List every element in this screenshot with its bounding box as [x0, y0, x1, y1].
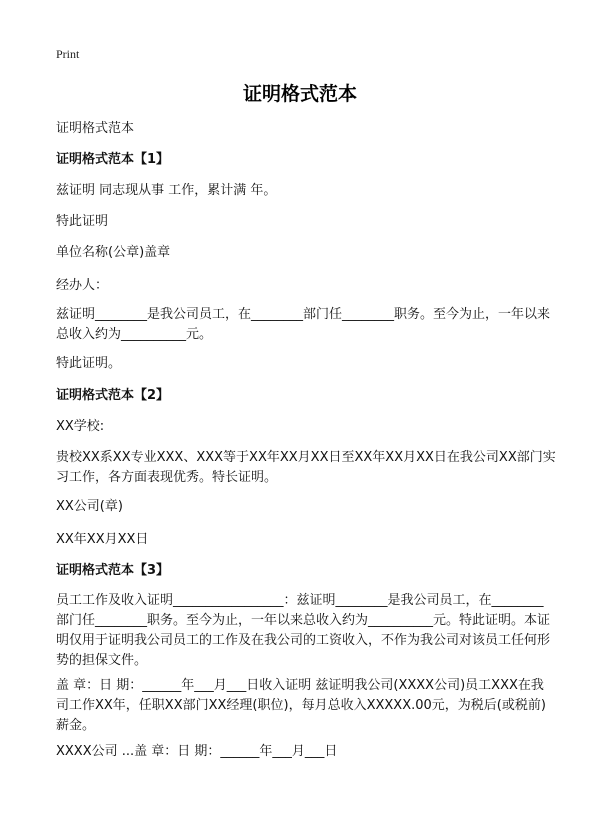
section-heading-3: 证明格式范本【3】 [56, 563, 170, 578]
section3-paragraph-2: 盖 章：日 期：______年___月___日收入证明 兹证明我公司(XXXX公司)员工XXX在我司工作XX年，任职XX部门XX经理(职位)，每月总收入XXXXX.00元，为税后(或税前)薪金。 [56, 678, 546, 733]
section-heading-1: 证明格式范本【1】 [56, 152, 170, 167]
section2-paragraph-2: 贵校XX系XX专业XXX、XXX等于XX年XX月XX日至XX年XX月XX日在我公司XX部门实习工作，各方面表现优秀。特长证明。 [56, 450, 556, 485]
section1-paragraph-4: 经办人： [56, 278, 109, 293]
section2-paragraph-1: XX学校: [56, 419, 105, 434]
section-heading-2: 证明格式范本【2】 [56, 388, 170, 403]
section1-paragraph-2: 特此证明 [56, 214, 109, 229]
document-title: 证明格式范本 [242, 83, 357, 105]
section1-paragraph-5: 兹证明________是我公司员工，在________部门任________职务。至今为止，一年以来总收入约为__________元。 [56, 307, 551, 342]
document-subtitle: 证明格式范本 [56, 121, 135, 136]
section1-paragraph-3: 单位名称(公章)盖章 [56, 245, 171, 260]
section2-paragraph-4: XX年XX月XX日 [56, 532, 149, 547]
section3-paragraph-1: 员工工作及收入证明_________________：兹证明________是我公司员工，在________部门任________职务。至今为止，一年以来总收入约为__________元。特此证明。本证明仅用于证明我公司员工的工作及在我公司的工资收入，不作为我公司对该员工任何形势的担保文件。 [56, 593, 551, 668]
section1-paragraph-1: 兹证明 同志现从事 工作，累计满 年。 [56, 183, 277, 198]
section3-paragraph-3: XXXX公司 ...盖 章：日 期：______年___月___日 [56, 744, 338, 759]
section2-paragraph-3: XX公司(章) [56, 499, 123, 514]
print-link[interactable]: Print [56, 47, 80, 61]
section1-paragraph-6: 特此证明。 [56, 356, 122, 371]
